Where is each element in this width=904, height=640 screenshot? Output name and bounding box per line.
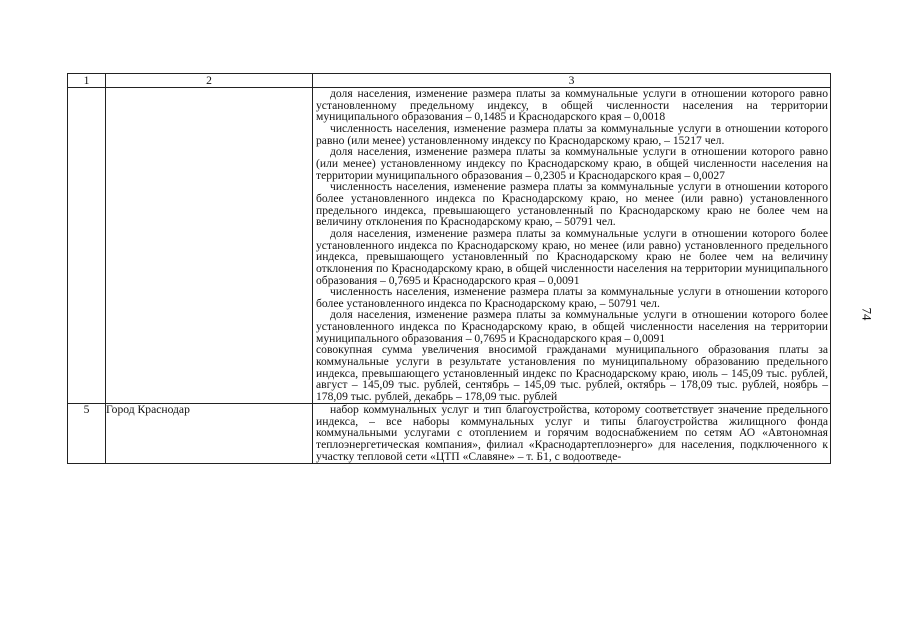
document-table [67,73,831,464]
header-col-3: 3 [313,74,831,88]
table-row [68,88,831,404]
row2-number-cell: 5 [68,403,106,463]
row1-text-cell [313,88,831,404]
row2-text-cell [313,403,831,463]
paragraph: численность населения, изменение размера платы за коммунальные услуги в отношении которого более установленного индекса по Краснодарскому краю, но менее (или равно) установленного предельного индекса, превышающего установленный по Краснодарскому краю не более чем на величину отклонения по Краснодарскому краю, – 50791 чел. [316,180,828,229]
paragraph: доля населения, изменение размера платы за коммунальные услуги в отношении которого равно установленному предельному индексу, в общей численности населения на территории муниципального образования – 0,1485 и Краснодарского края – 0,0018 [316,87,828,124]
header-col-2: 2 [106,74,313,88]
page-number: 74 [859,307,875,321]
paragraph: совокупная сумма увеличения вносимой гражданами муниципального образования платы за коммунальные услуги в результате установления по муниципальному образованию предельного индекса, превышающего установленный индекс по Краснодарскому краю, июль – 145,09 тыс. рублей, август – 145,09 тыс. рублей, сентябрь – 145,09 тыс. рублей, октябрь – 178,09 тыс. рублей, ноябрь – 178,09 тыс. рублей, декабрь – 178,09 тыс. рублей [316,343,828,404]
row2-municipality-cell: Город Краснодар [106,403,313,463]
row1-number-cell [68,88,106,404]
paragraph: численность населения, изменение размера платы за коммунальные услуги в отношении которого более установленного индекса по Краснодарскому краю, – 50791 чел. [316,285,828,310]
table-header-row [68,74,831,88]
row1-municipality-cell [106,88,313,404]
table-row [68,403,831,463]
paragraph: набор коммунальных услуг и тип благоустройства, которому соответствует значение предельного индекса, – все наборы коммунальных услуг и типы благоустройства жилищного фонда коммунальными услугами с отоплением и горячим водоснабжением по сетям АО «Автономная теплоэнергетическая компания», филиал «Краснодартеплоэнерго» для населения, подключенного к участку тепловой сети «ЦТП «Славяне» – т. Б1, с водоотведе- [316,402,828,463]
paragraph: доля населения, изменение размера платы за коммунальные услуги в отношении которого более установленного индекса по Краснодарскому краю, но менее (или равно) установленного предельного индекса, превышающего установленный по Краснодарскому краю не более чем на величину отклонения по Краснодарскому краю, в общей численности населения на территории муниципального образования – 0,7695 и Краснодарского края – 0,0091 [316,226,828,287]
header-col-1: 1 [68,74,106,88]
paragraph: доля населения, изменение размера платы за коммунальные услуги в отношении которого более установленного индекса по Краснодарскому краю, в общей численности населения на территории муниципального образования – 0,7695 и Краснодарского края – 0,0091 [316,308,828,345]
paragraph: доля населения, изменение размера платы за коммунальные услуги в отношении которого равно (или менее) установленному индексу по Краснодарскому краю, в общей численности населения на территории муниципального образования – 0,2305 и Краснодарского края – 0,0027 [316,145,828,182]
paragraph: численность населения, изменение размера платы за коммунальные услуги в отношении которого равно (или менее) установленному индексу по Краснодарскому краю, – 15217 чел. [316,121,828,147]
